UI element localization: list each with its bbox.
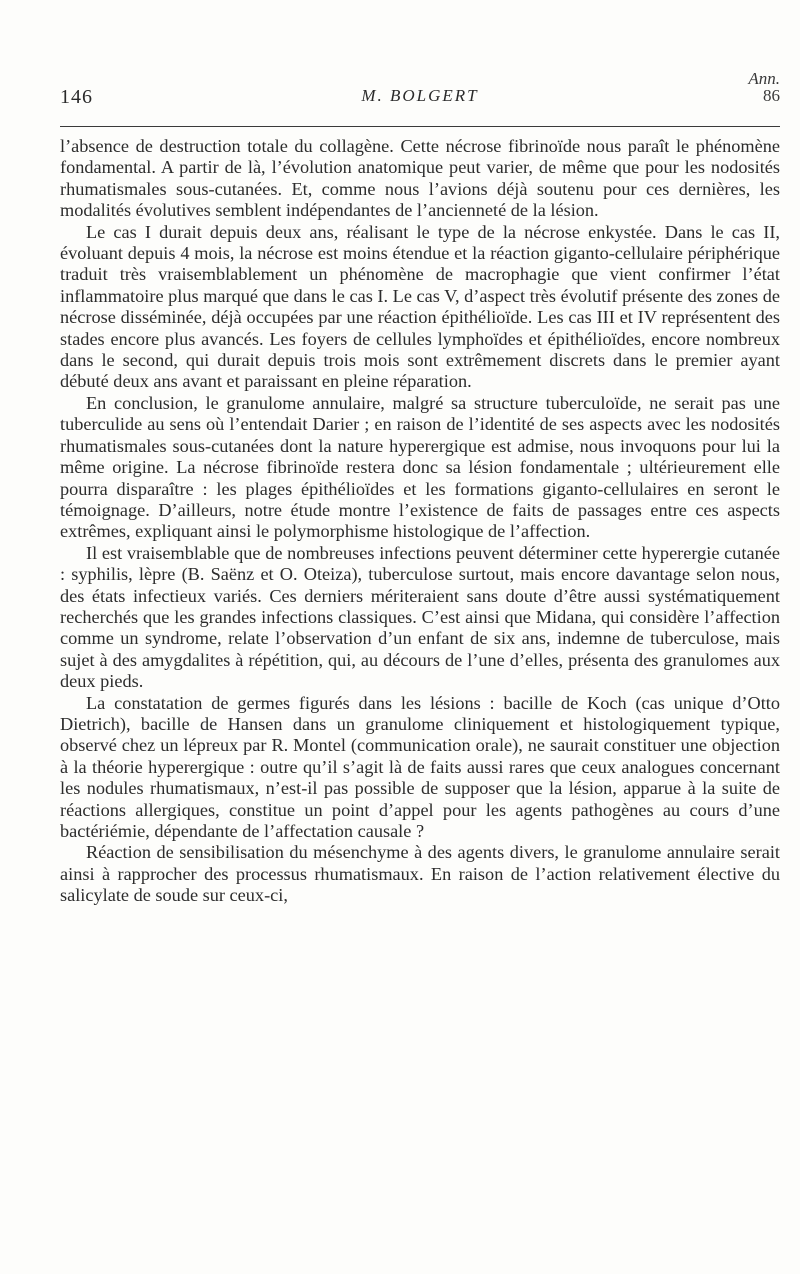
header-rule	[60, 126, 780, 127]
paragraph: Réaction de sensibilisation du mésenchyme à des agents divers, le granulome annulaire serait ainsi à rapprocher des processus rhumatismaux. En raison de l’action relativement élective du salicylate de soude sur ceux-ci,	[60, 842, 780, 906]
body-text	[60, 136, 780, 907]
annotation-abbrev: Ann.	[748, 69, 780, 88]
page-header	[60, 86, 780, 116]
page-number: 146	[60, 86, 93, 108]
running-head-author: M. BOLGERT	[361, 86, 479, 105]
annotation-number: 86	[763, 86, 780, 105]
paragraph: En conclusion, le granulome annulaire, malgré sa structure tuberculoïde, ne serait pas une tuberculide au sens où l’entendait Darier ; en raison de l’identité de ses aspects avec les nodosités rhumatismales sous-cutanées dont la nature hyperergique est admise, nous invoquons pour lui la même origine. La nécrose fibrinoïde restera donc sa lésion fondamentale ; ultérieurement elle pourra disparaître : les plages épithélioïdes et les formations giganto-cellulaires en seront le témoignage. D’ailleurs, notre étude montre l’existence de faits de passages entre ces aspects extrêmes, expliquant ainsi le polymorphisme histologique de l’affection.	[60, 392, 780, 542]
paragraph: l’absence de destruction totale du collagène. Cette nécrose fibrinoïde nous paraît le phénomène fondamental. A partir de là, l’évolution anatomique peut varier, de même que pour les nodosités rhumatismales sous-cutanées. Et, comme nous l’avions déjà soutenu pour ces dernières, les modalités évolutives semblent indépendantes de l’ancienneté de la lésion.	[60, 136, 780, 221]
paragraph: La constatation de germes figurés dans les lésions : bacille de Koch (cas unique d’Otto Dietrich), bacille de Hansen dans un granulome cliniquement et histologiquement typique, observé chez un lépreux par R. Montel (communication orale), ne saurait constituer une objection à la théorie hyperergique : outre qu’il s’agit là de faits aussi rares que ceux analogues concernant les nodules rhumatismaux, n’est-il pas possible de supposer que la lésion, apparue à la suite de réactions allergiques, constitue un point d’appel pour les agents pathogènes au cours d’une bactériémie, dépendante de l’affectation causale ?	[60, 692, 780, 841]
paragraph: Il est vraisemblable que de nombreuses infections peuvent déterminer cette hyperergie cutanée : syphilis, lèpre (B. Saënz et O. Oteiza), tuberculose surtout, mais encore davantage selon nous, des états infectieux variés. Ces derniers mériteraient sans doute d’être aussi systématiquement recherchés que les grandes infections classiques. C’est ainsi que Midana, qui considère l’affection comme un syndrome, relate l’observation d’un enfant de six ans, indemne de tuberculose, mais sujet à des amygdalites à répétition, qui, au décours de l’une d’elles, présenta des granulomes aux deux pieds.	[60, 542, 780, 692]
paragraph: Le cas I durait depuis deux ans, réalisant le type de la nécrose enkystée. Dans le cas II, évoluant depuis 4 mois, la nécrose est moins étendue et la réaction giganto-cellulaire périphérique traduit très vraisemblablement un phénomène de macrophagie que vient confirmer l’état inflammatoire plus marqué que dans le cas I. Le cas V, d’aspect très évolutif présente des zones de nécrose disséminée, déjà occupées par une réaction épithélioïde. Les cas III et IV représentent des stades encore plus avancés. Les foyers de cellules lymphoïdes et épithélioïdes, encore nombreux dans le second, qui durait depuis trois mois sont extrêmement discrets dans le premier ayant débuté deux ans avant et paraissant en pleine réparation.	[60, 221, 780, 392]
